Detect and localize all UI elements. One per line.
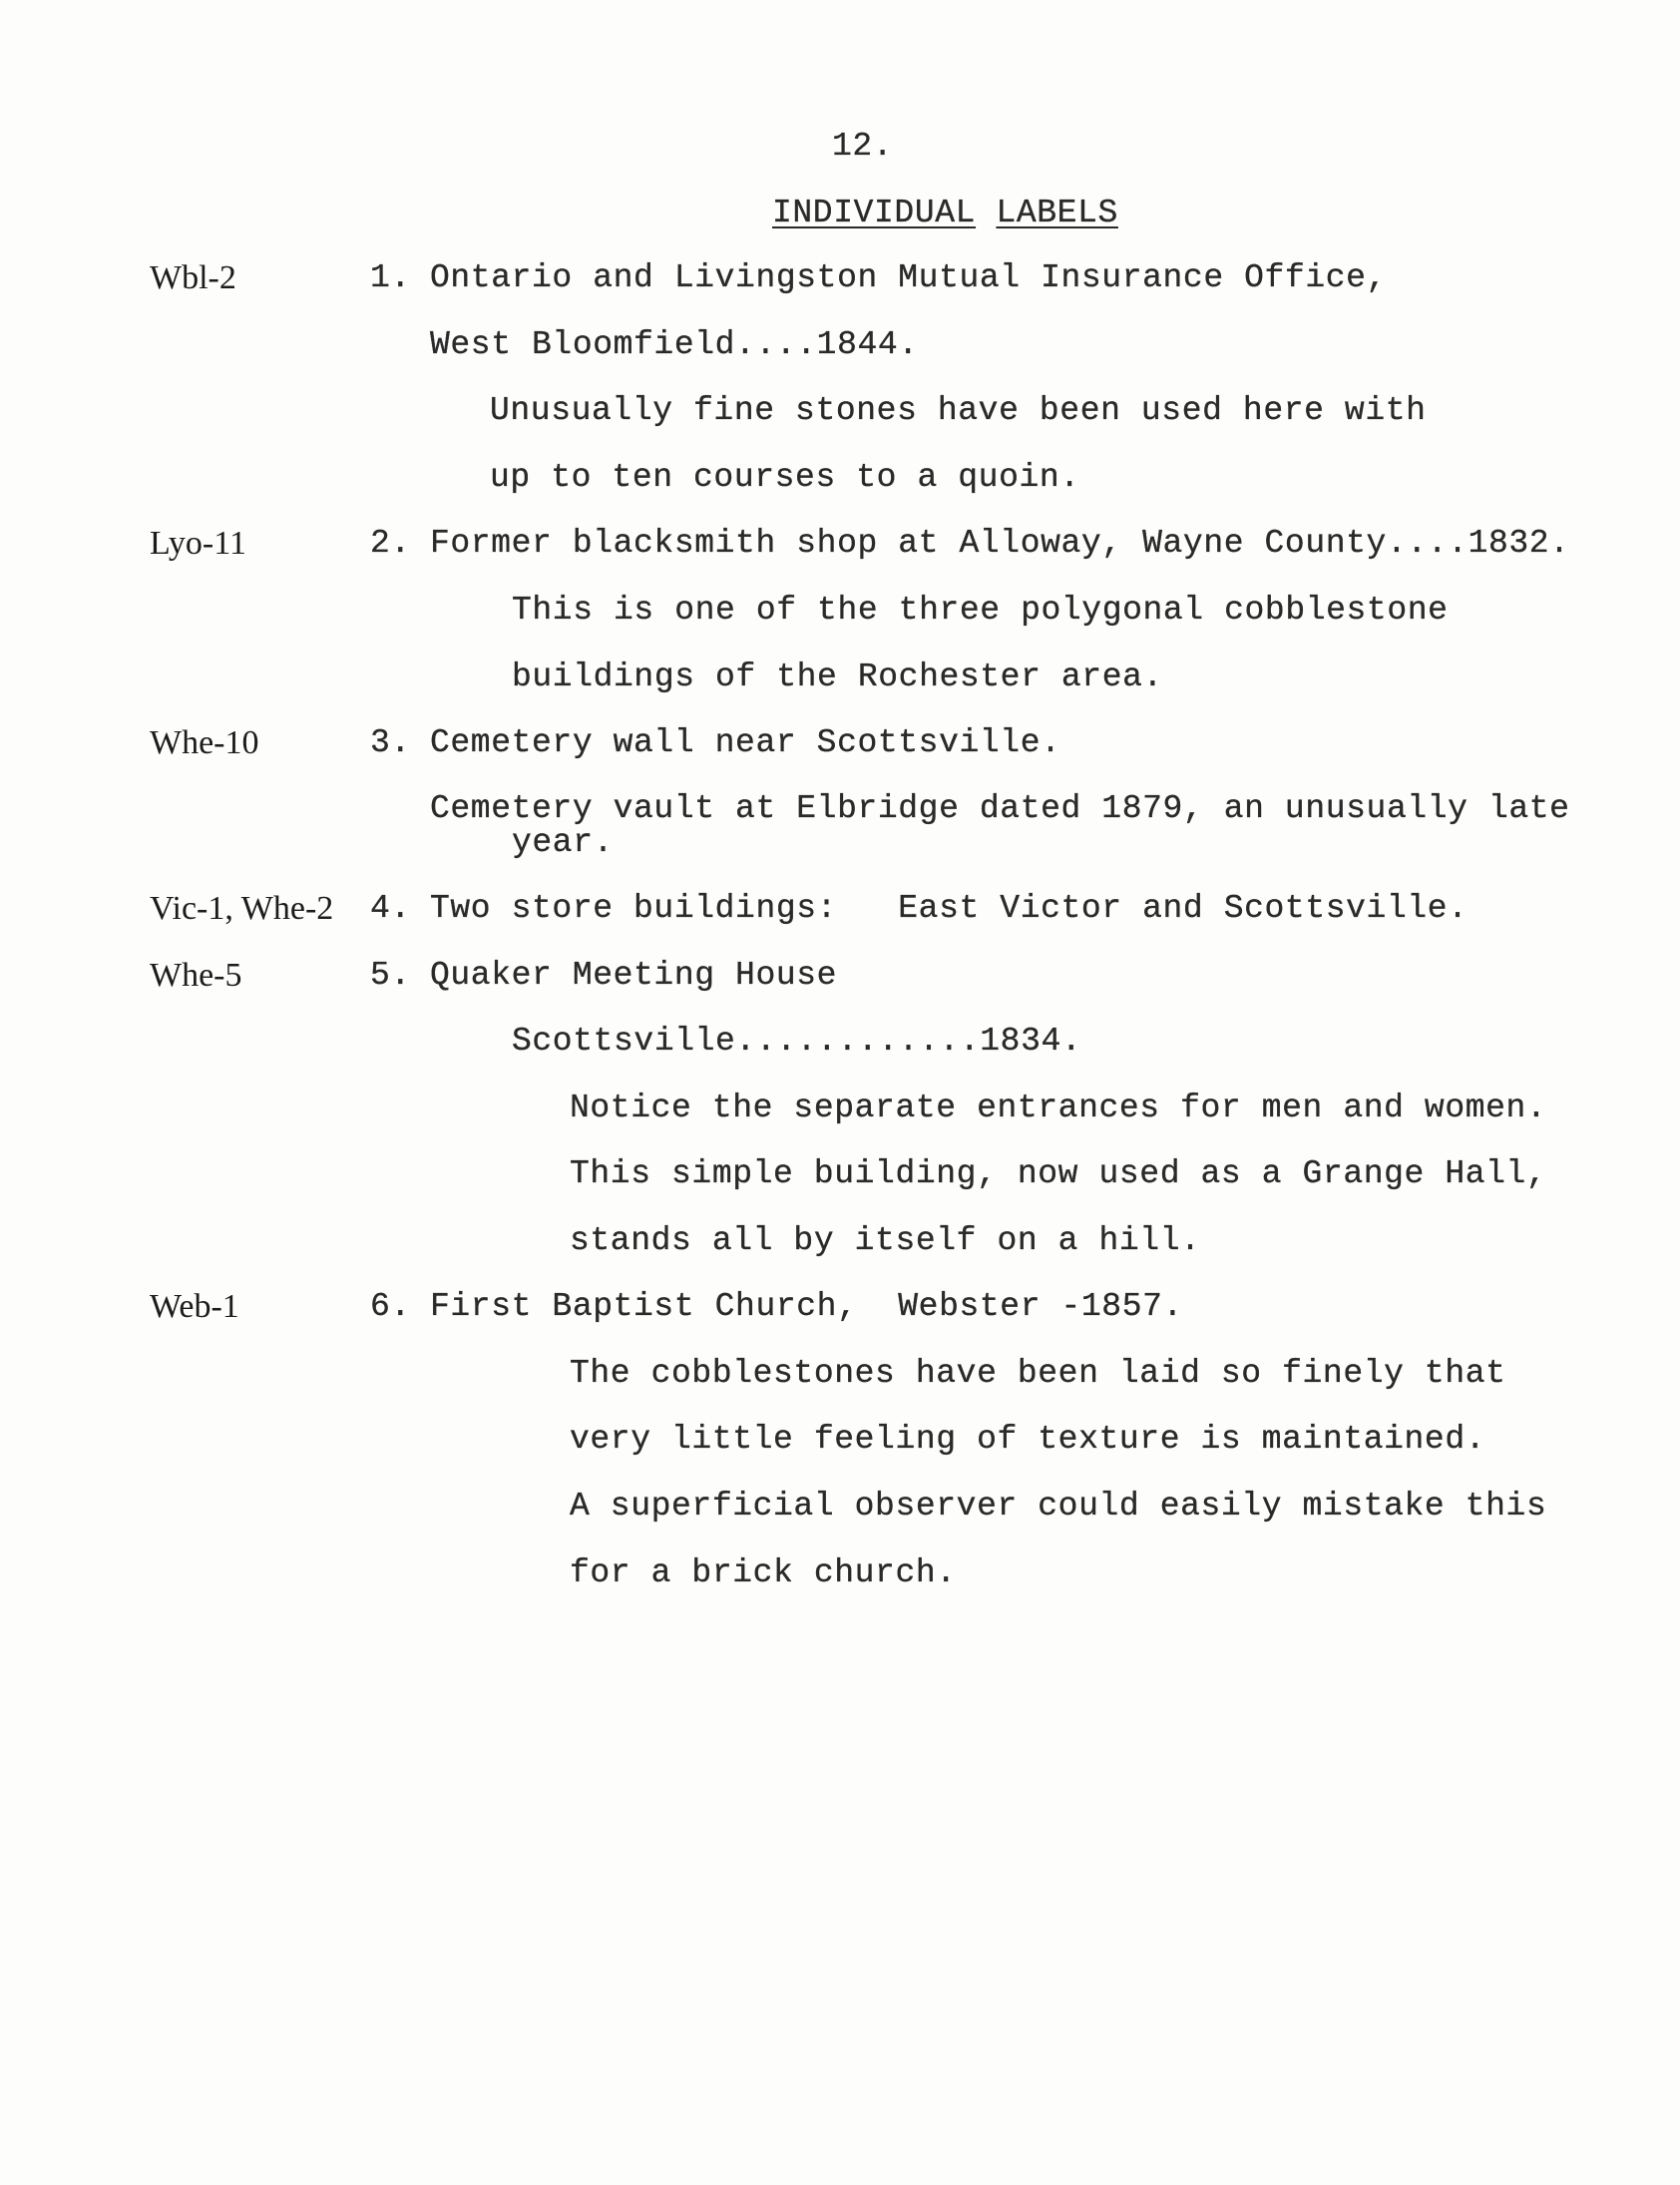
entry-5-number: 5.	[370, 957, 411, 994]
entry-6-line-3: very little feeling of texture is maintained.	[570, 1421, 1486, 1458]
entry-1-line-1: Ontario and Livingston Mutual Insurance Office,	[430, 259, 1387, 296]
entry-4-ref: Vic-1, Whe-2	[150, 890, 334, 927]
entry-1-line-3: Unusually fine stones have been used here with	[490, 392, 1427, 429]
entry-5-line-5: stands all by itself on a hill.	[570, 1222, 1201, 1259]
entry-6-line-5: for a brick church.	[570, 1554, 957, 1591]
entry-3-line-3: year.	[512, 824, 615, 861]
page-number: 12.	[832, 128, 894, 165]
entry-4-line-1: Two store buildings: East Victor and Scottsville.	[430, 890, 1469, 927]
entry-2-line-3: buildings of the Rochester area.	[512, 658, 1163, 695]
entry-2-line-1: Former blacksmith shop at Alloway, Wayne County....1832.	[430, 525, 1570, 562]
entry-5-line-2: Scottsville............1834.	[512, 1023, 1082, 1060]
entry-1-ref: Wbl-2	[150, 259, 236, 296]
entry-6-ref: Web-1	[150, 1288, 239, 1325]
entry-5-ref: Whe-5	[150, 957, 242, 994]
page-title	[772, 195, 1118, 231]
entry-2-line-2: This is one of the three polygonal cobblestone	[512, 592, 1449, 629]
entry-6-line-2: The cobblestones have been laid so finely that	[570, 1355, 1506, 1392]
entry-1-line-4: up to ten courses to a quoin.	[490, 459, 1080, 496]
entry-3-ref: Whe-10	[150, 724, 259, 761]
entry-2-number: 2.	[370, 525, 411, 562]
entry-3-number: 3.	[370, 724, 411, 761]
entry-5-line-1: Quaker Meeting House	[430, 957, 838, 994]
entry-3-line-1: Cemetery wall near Scottsville.	[430, 724, 1061, 761]
entry-2-ref: Lyo-11	[150, 525, 246, 562]
title-word-labels: LABELS	[996, 195, 1118, 231]
entry-4-number: 4.	[370, 890, 411, 927]
entry-6-line-1: First Baptist Church, Webster -1857.	[430, 1288, 1183, 1325]
entry-5-line-3: Notice the separate entrances for men and women.	[570, 1090, 1547, 1126]
entry-5-line-4: This simple building, now used as a Grange Hall,	[570, 1155, 1547, 1192]
entry-3-line-2: Cemetery vault at Elbridge dated 1879, an unusually late	[430, 790, 1570, 827]
entry-6-number: 6.	[370, 1288, 411, 1325]
entry-1-line-2: West Bloomfield....1844.	[430, 326, 919, 363]
entry-1-number: 1.	[370, 259, 411, 296]
entry-6-line-4: A superficial observer could easily mistake this	[570, 1488, 1547, 1525]
title-word-individual: INDIVIDUAL	[772, 195, 977, 231]
